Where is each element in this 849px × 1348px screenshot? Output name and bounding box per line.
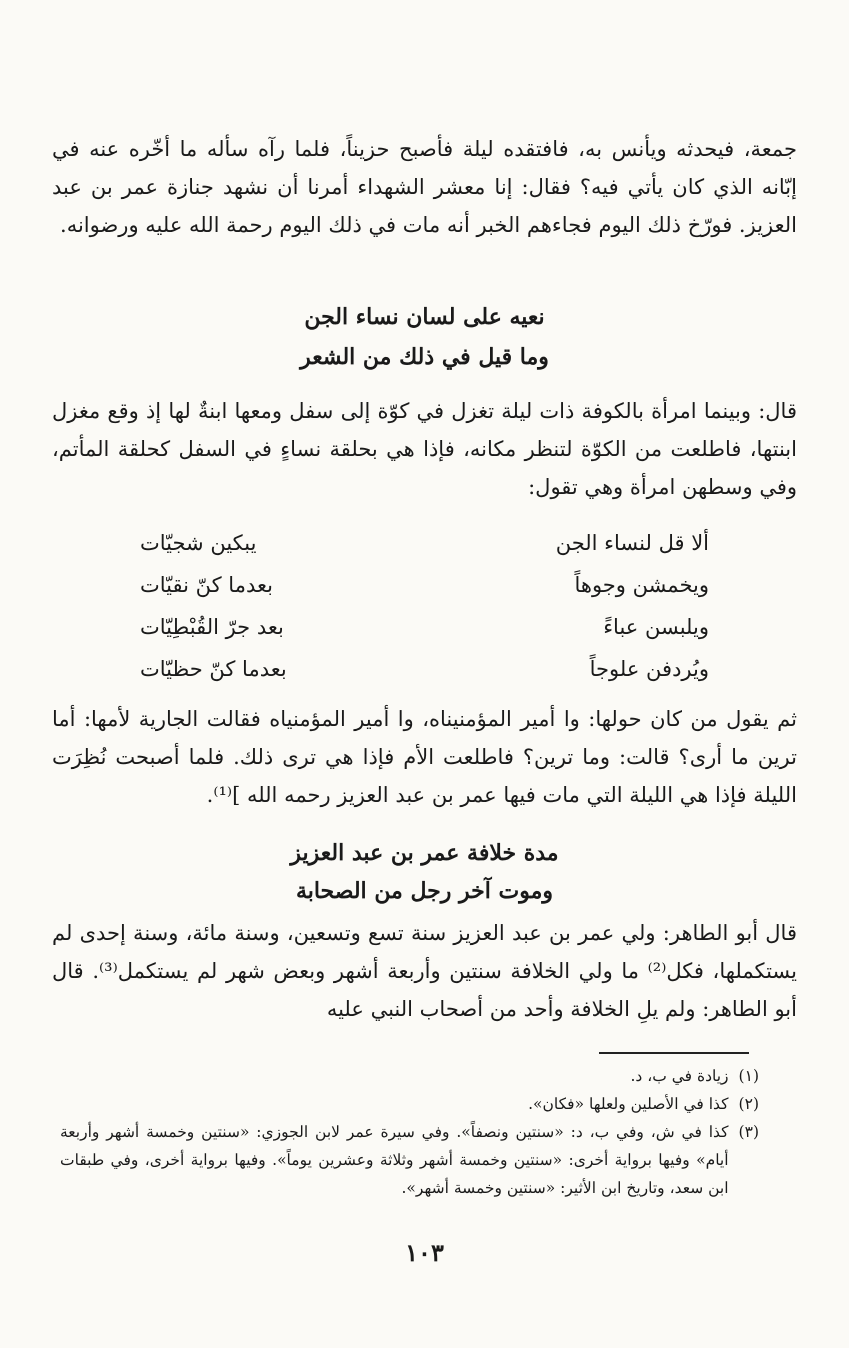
verse-hemistich: ويخمشن وجوهاً	[574, 573, 709, 597]
section-heading-1-line-2: وما قيل في ذلك من الشعر	[300, 344, 549, 370]
verse-hemistich: ويلبسن عباءً	[603, 615, 709, 639]
footnote	[60, 1090, 759, 1118]
footnote	[60, 1118, 759, 1202]
footnote	[60, 1062, 759, 1090]
footnote-divider	[599, 1052, 749, 1054]
footnote-text: كذا في الأصلين ولعلها «فكان».	[528, 1095, 729, 1113]
verse-line	[140, 522, 709, 564]
footnote-number: (١)	[738, 1067, 759, 1085]
verse-hemistich: بعدما كنّ حظيّات	[140, 657, 287, 681]
verse-line	[140, 606, 709, 648]
footnote-number: (٣)	[738, 1123, 759, 1141]
paragraph-3: ثم يقول من كان حولها: وا أمير المؤمنيناه، وا أمير المؤمنياه فقالت الجارية لأمها: أما ترين ما أرى؟ قالت: وما ترين؟ فاطلعت الأم فإذا هي ترى ذلك. فلما أصبحت نُظِرَت الليلة فإذا هي الليلة التي مات فيها عمر بن عبد العزيز رحمه الله ]⁽¹⁾.	[52, 707, 797, 807]
section-heading-2-line-1: مدة خلافة عمر بن عبد العزيز	[290, 840, 559, 866]
page-number: ١٠٣	[405, 1238, 444, 1267]
footnote-text: كذا في ش، وفي ب، د: «سنتين ونصفاً». وفي سيرة عمر لابن الجوزي: «سنتين وخمسة أشهر وأربعة أيام» وفيها برواية أخرى: «سنتين وخمسة أشهر وثلاثة وعشرين يوماً». وفيها برواية أخرى، وفي طبقات ابن سعد، وتاريخ ابن الأثير: «سنتين وخمسة أشهر».	[60, 1123, 729, 1197]
section-heading-1-line-1: نعيه على لسان نساء الجن	[304, 304, 545, 330]
paragraph-1: جمعة، فيحدثه ويأنس به، فافتقده ليلة فأصبح حزيناً، فلما رآه سأله ما أخّره عنه في إبّانه الذي كان يأتي فيه؟ فقال: إنا معشر الشهداء أمرنا أن نشهد جنازة عمر بن عبد العزيز. فورّخ ذلك اليوم فجاءهم الخبر أنه مات في ذلك اليوم رحمة الله عليه ورضوانه.	[52, 137, 797, 237]
verse-line	[140, 648, 709, 690]
footnote-text: زيادة في ب، د.	[630, 1067, 729, 1085]
paragraph-2: قال: وبينما امرأة بالكوفة ذات ليلة تغزل في كوّة إلى سفل ومعها ابنةٌ لها إذ وقع مغزل ابنتها، فاطلعت من الكوّة لتنظر مكانه، فإذا هي بحلقة نساءٍ في السفل كحلقة المأتم، وفي وسطهن امرأة وهي تقول:	[52, 399, 797, 499]
verse-hemistich: بعد جرّ القُبْطِيّات	[140, 615, 284, 639]
verse-line	[140, 564, 709, 606]
verse-hemistich: ويُردفن علوجاً	[589, 657, 709, 681]
footnotes	[60, 1062, 759, 1202]
poem	[140, 522, 709, 690]
section-heading-2-line-2: وموت آخر رجل من الصحابة	[295, 878, 554, 904]
verse-hemistich: بعدما كنّ نقيّات	[140, 573, 273, 597]
verse-hemistich: ألا قل لنساء الجن	[555, 531, 709, 555]
footnote-number: (٢)	[738, 1095, 759, 1113]
verse-hemistich: يبكين شجيّات	[140, 531, 257, 555]
paragraph-4: قال أبو الطاهر: ولي عمر بن عبد العزيز سنة تسع وتسعين، وسنة مائة، وسنة إحدى لم يستكملها، فكل⁽²⁾ ما ولي الخلافة سنتين وأربعة أشهر وبعض شهر لم يستكمل⁽³⁾. قال أبو الطاهر: ولم يلِ الخلافة وأحد من أصحاب النبي عليه	[52, 921, 798, 1021]
